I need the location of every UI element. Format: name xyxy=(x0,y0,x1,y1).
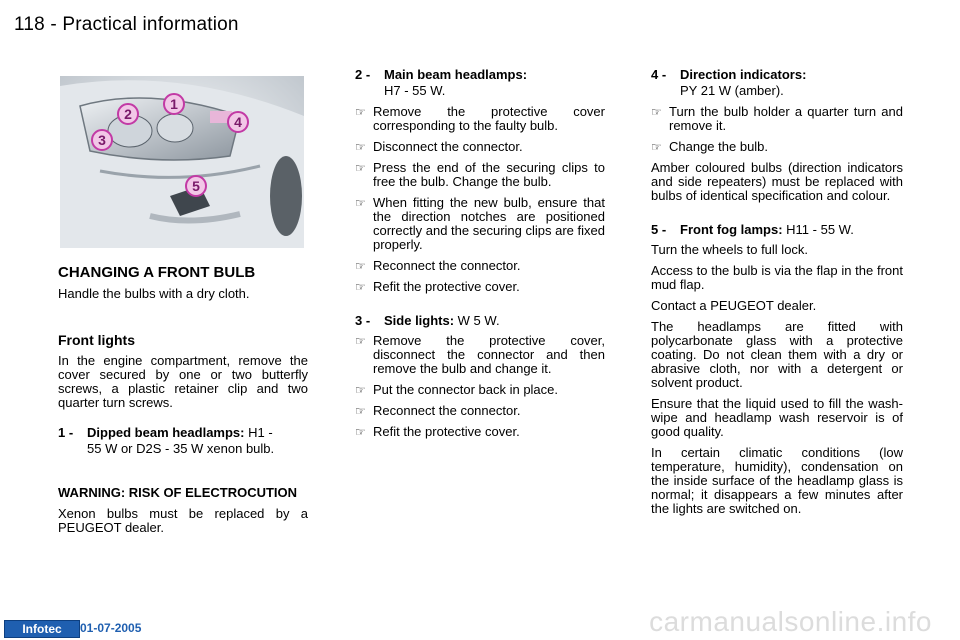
footer-date: 01-07-2005 xyxy=(80,621,142,635)
middle-column xyxy=(355,68,605,446)
item-5-title: Front fog lamps: xyxy=(680,222,783,237)
step-item: ☞ Refit the protective cover. xyxy=(355,424,520,439)
item-4-title: Direction indicators: xyxy=(680,67,807,82)
section-heading: CHANGING A FRONT BULB xyxy=(58,264,256,281)
page-header: 118 - Practical information xyxy=(14,14,239,35)
item-4-sub: PY 21 W (amber). xyxy=(680,83,784,98)
front-lights-title: Front lights xyxy=(58,332,135,348)
step-item: ☞ Press the end of the securing clips to free the bulb. Change the bulb. xyxy=(355,160,605,189)
item-1-title: Dipped beam headlamps: xyxy=(87,425,245,440)
item-1 xyxy=(58,426,308,440)
step-item: ☞ Remove the protective cover corresponding to the faulty bulb. xyxy=(355,104,605,133)
step-item: ☞ Refit the protective cover. xyxy=(355,279,520,294)
pointing-hand-icon: ☞ xyxy=(355,280,366,294)
step-item: ☞ When fitting the new bulb, ensure that the direction notches are positioned correctly and the securing clips are fixed properly. xyxy=(355,195,605,252)
left-column xyxy=(58,266,308,542)
item-3 xyxy=(355,314,605,328)
pointing-hand-icon: ☞ xyxy=(355,196,366,210)
pointing-hand-icon: ☞ xyxy=(355,334,366,348)
right-column xyxy=(651,68,903,523)
callout-1: 1 xyxy=(170,96,178,112)
warning-title: WARNING: RISK OF ELECTROCUTION xyxy=(58,485,298,500)
pointing-hand-icon: ☞ xyxy=(355,140,366,154)
pointing-hand-icon: ☞ xyxy=(651,105,662,119)
item-2-sub: H7 - 55 W. xyxy=(384,83,446,98)
item-2-title: Main beam headlamps: xyxy=(384,67,528,82)
item-4-number: 4 - xyxy=(651,67,667,82)
pointing-hand-icon: ☞ xyxy=(355,383,366,397)
car-illustration xyxy=(60,76,304,248)
paragraph: Contact a PEUGEOT dealer. xyxy=(651,298,817,313)
front-lights-text: In the engine compartment, remove the cover secured by one or two butterfly screws, a plastic retainer clip and two quarter turn screws. xyxy=(58,353,308,410)
pointing-hand-icon: ☞ xyxy=(355,161,366,175)
callout-2: 2 xyxy=(124,106,132,122)
item-3-number: 3 - xyxy=(355,313,371,328)
item-3-title: Side lights: xyxy=(384,313,455,328)
step-item: ☞ Reconnect the connector. xyxy=(355,258,521,273)
intro-text: Handle the bulbs with a dry cloth. xyxy=(58,286,250,301)
paragraph: The headlamps are fitted with polycarbonate glass with a protective coating. Do not clean them with a dry or abrasive cloth, nor with a detergent or solvent product. xyxy=(651,319,903,390)
step-item: ☞ Reconnect the connector. xyxy=(355,403,521,418)
pointing-hand-icon: ☞ xyxy=(355,105,366,119)
step-item: ☞ Change the bulb. xyxy=(651,139,769,154)
pointing-hand-icon: ☞ xyxy=(355,259,366,273)
callout-4: 4 xyxy=(234,114,242,130)
item-3-value: W 5 W. xyxy=(454,313,500,328)
step-item: ☞ Put the connector back in place. xyxy=(355,382,559,397)
item-5-number: 5 - xyxy=(651,222,667,237)
item-1-value: H1 - xyxy=(244,425,273,440)
item-5 xyxy=(651,223,903,237)
warning-text: Xenon bulbs must be replaced by a PEUGEOT dealer. xyxy=(58,506,308,535)
pointing-hand-icon: ☞ xyxy=(355,404,366,418)
item-2 xyxy=(355,68,605,82)
car-front-photo xyxy=(60,76,304,248)
item-4 xyxy=(651,68,903,82)
step-item: ☞ Turn the bulb holder a quarter turn and remove it. xyxy=(651,104,903,133)
amber-note: Amber coloured bulbs (direction indicators and side repeaters) must be replaced with bulbs of identical specification and colour. xyxy=(651,160,903,203)
step-item: ☞ Disconnect the connector. xyxy=(355,139,523,154)
watermark: carmanualsonline.info xyxy=(649,606,932,637)
step-item: ☞ Remove the protective cover, disconnect the connector and then remove the bulb and change it. xyxy=(355,333,605,376)
paragraph: Ensure that the liquid used to fill the wash-wipe and headlamp wash reservoir is of good quality. xyxy=(651,396,903,439)
paragraph: Access to the bulb is via the flap in the front mud flap. xyxy=(651,263,903,292)
item-1-number: 1 - xyxy=(58,425,74,440)
callout-5: 5 xyxy=(192,178,200,194)
item-1-sub: 55 W or D2S - 35 W xenon bulb. xyxy=(87,441,275,456)
item-5-value: H11 - 55 W. xyxy=(782,222,854,237)
pointing-hand-icon: ☞ xyxy=(355,425,366,439)
paragraph: In certain climatic conditions (low temperature, humidity), condensation on the inside surface of the headlamp glass is normal; it disappears a few minutes after the lights are switched on. xyxy=(651,445,903,516)
pointing-hand-icon: ☞ xyxy=(651,140,662,154)
infotec-badge: Infotec xyxy=(4,620,80,638)
item-2-number: 2 - xyxy=(355,67,371,82)
callout-3: 3 xyxy=(98,132,106,148)
paragraph: Turn the wheels to full lock. xyxy=(651,242,809,257)
